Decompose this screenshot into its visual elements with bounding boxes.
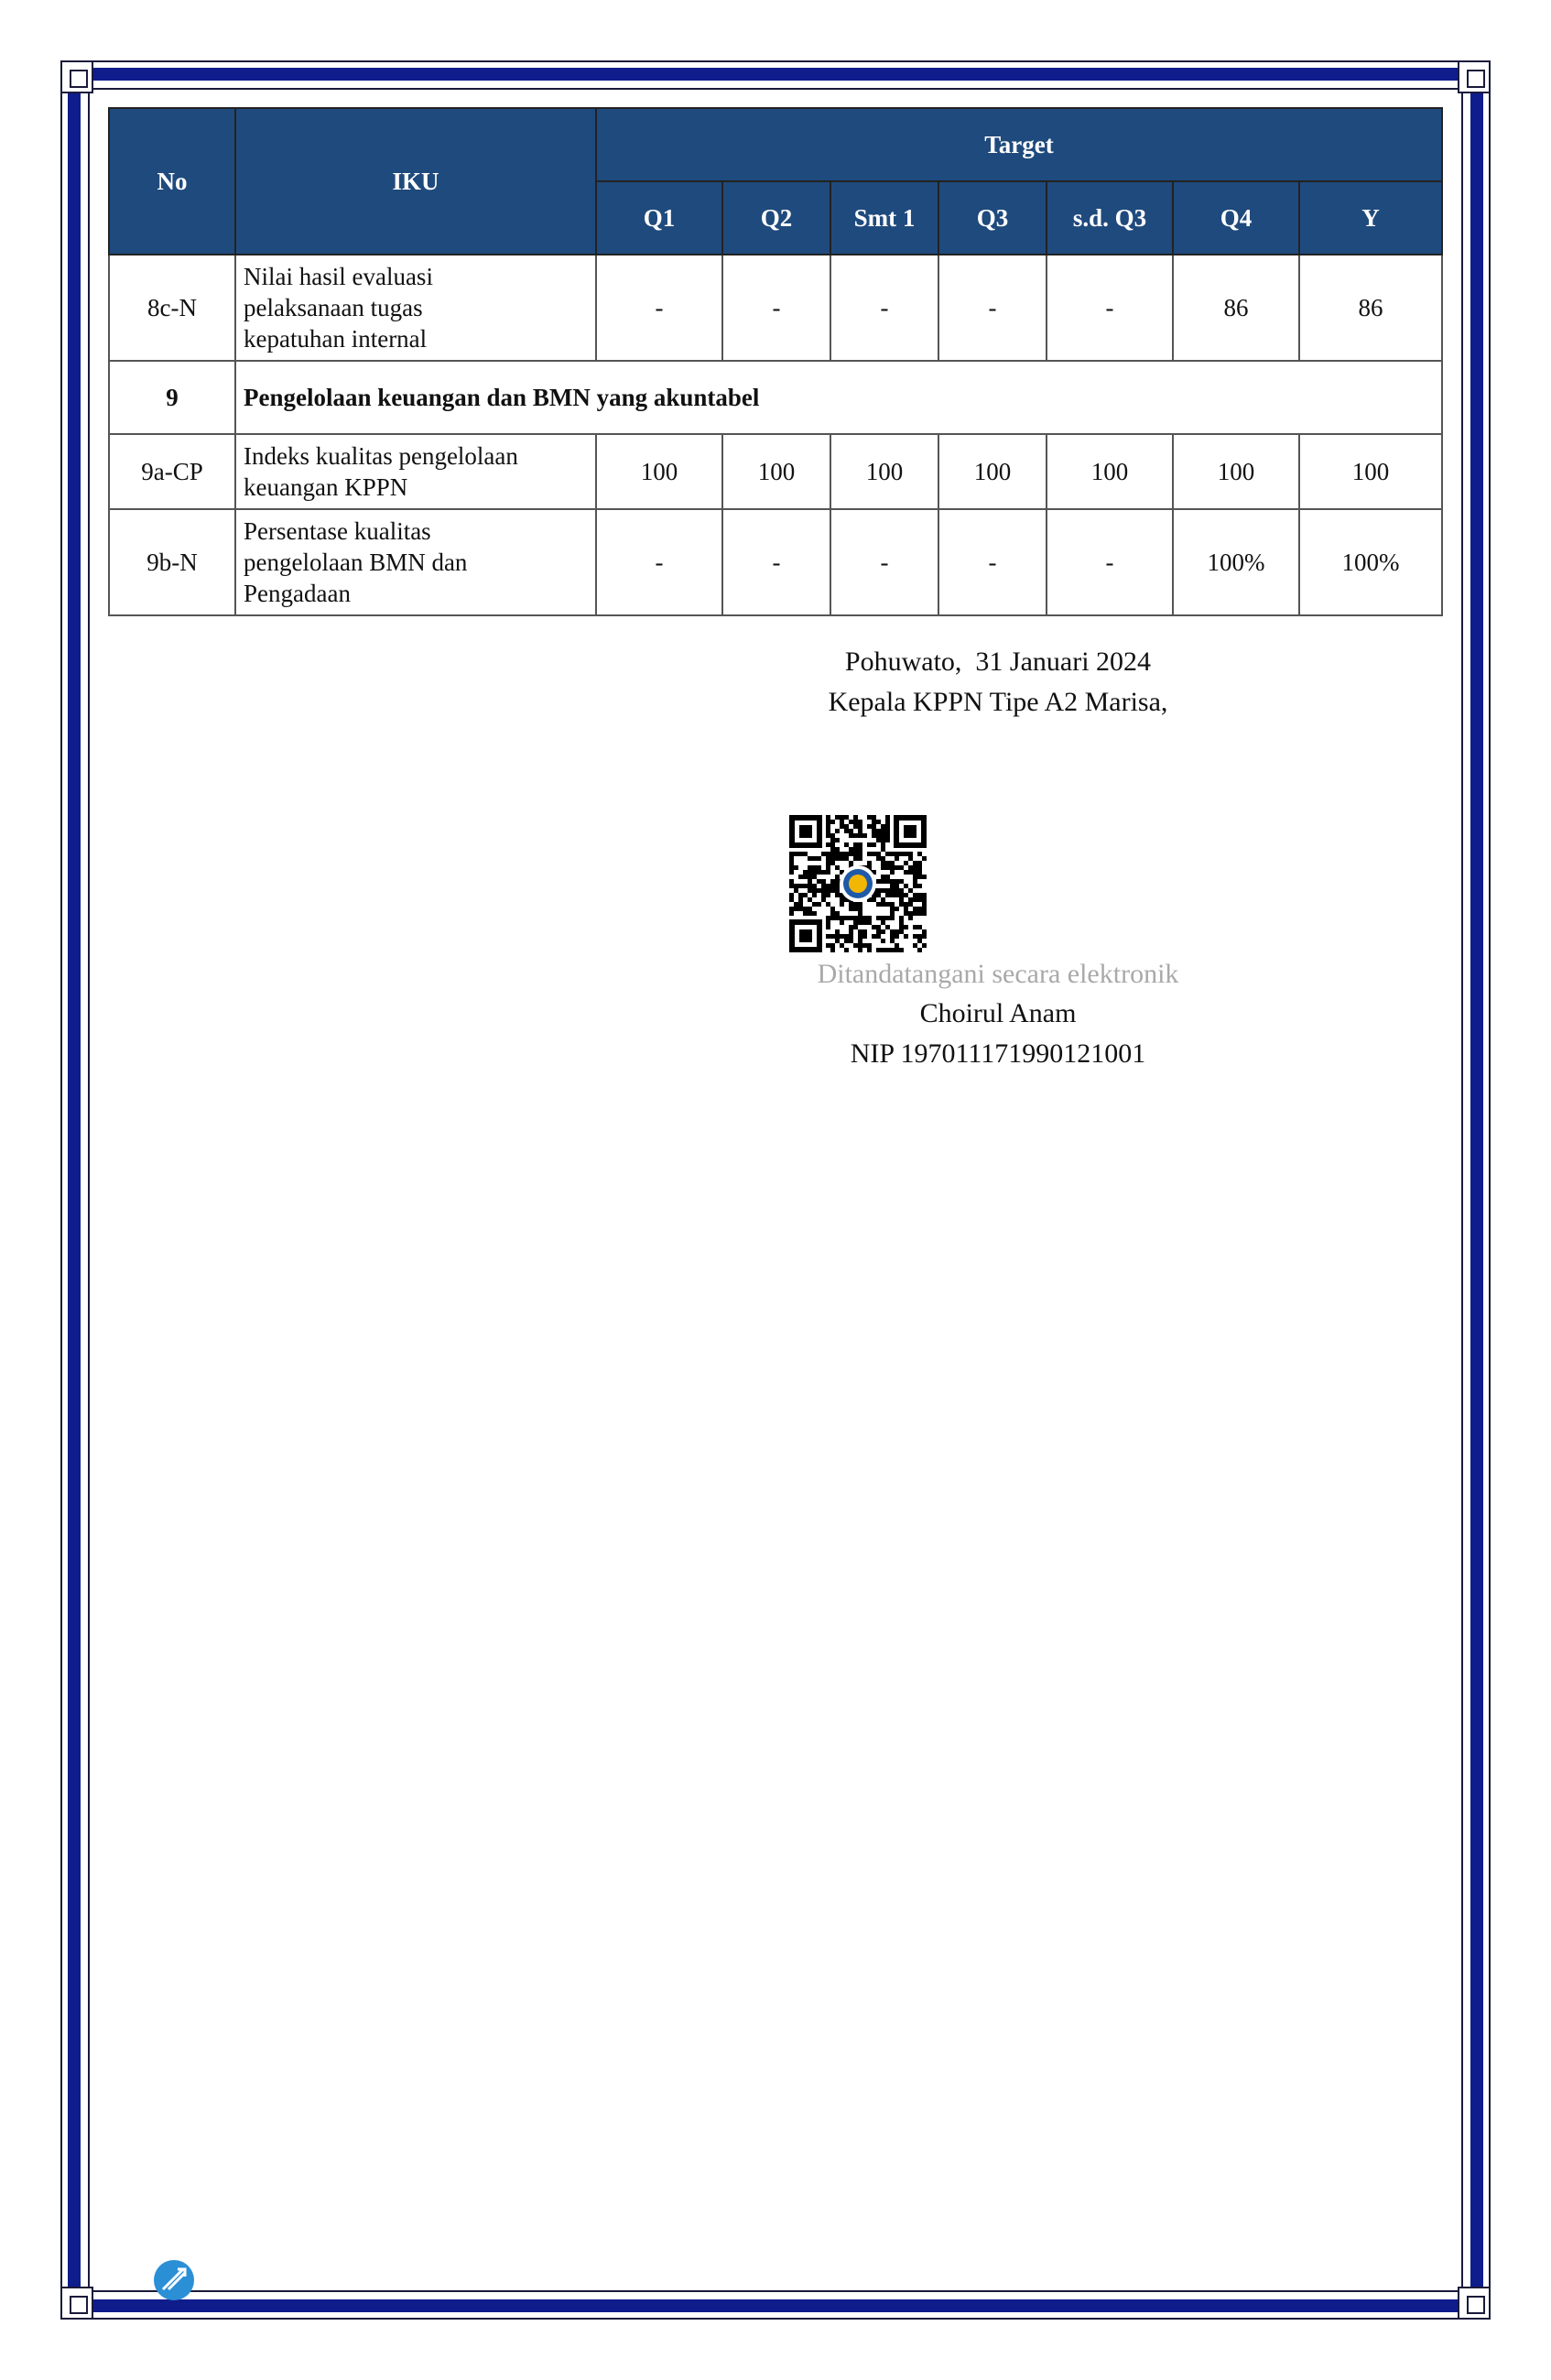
cell-q4: 86 xyxy=(1173,255,1299,361)
header-smt1: Smt 1 xyxy=(830,181,938,255)
cell-smt1: - xyxy=(830,255,938,361)
header-q1: Q1 xyxy=(596,181,722,255)
header-y: Y xyxy=(1299,181,1442,255)
row-no: 9b-N xyxy=(109,509,235,615)
row-no: 8c-N xyxy=(109,255,235,361)
iku-line: Nilai hasil evaluasi xyxy=(244,263,433,290)
signature-position: Kepala KPPN Tipe A2 Marisa, xyxy=(828,687,1168,717)
table-row xyxy=(109,509,1442,615)
corner-ornament-bottom-left xyxy=(60,2287,93,2320)
header-q3: Q3 xyxy=(938,181,1047,255)
cell-sd-q3: 100 xyxy=(1047,434,1173,509)
cell-q4: 100% xyxy=(1173,509,1299,615)
section-no: 9 xyxy=(109,361,235,434)
table-row xyxy=(109,434,1442,509)
header-sd-q3: s.d. Q3 xyxy=(1047,181,1173,255)
header-q2: Q2 xyxy=(722,181,830,255)
row-iku xyxy=(235,434,596,509)
iku-line: kepatuhan internal xyxy=(244,325,428,353)
section-title: Pengelolaan keuangan dan BMN yang akuntabel xyxy=(235,361,1442,434)
e-signature-note: Ditandatangani secara elektronik xyxy=(817,959,1179,989)
cell-y: 86 xyxy=(1299,255,1442,361)
corner-ornament-top-right xyxy=(1458,60,1491,93)
signer-name: Choirul Anam xyxy=(919,998,1077,1028)
cell-q4: 100 xyxy=(1173,434,1299,509)
qr-code-icon xyxy=(789,815,927,952)
cell-smt1: 100 xyxy=(830,434,938,509)
cell-sd-q3: - xyxy=(1047,509,1173,615)
cell-q3: - xyxy=(938,509,1047,615)
signature-place-date: Pohuwato, 31 Januari 2024 xyxy=(844,647,1152,677)
row-iku xyxy=(235,255,596,361)
iku-line: pelaksanaan tugas xyxy=(244,294,423,321)
iku-target-table xyxy=(108,107,1443,616)
corner-ornament-bottom-right xyxy=(1458,2287,1491,2320)
table-row xyxy=(109,255,1442,361)
iku-line: Persentase kualitas xyxy=(244,517,431,545)
kemenkeu-logo-icon xyxy=(152,2258,196,2302)
cell-y: 100 xyxy=(1299,434,1442,509)
header-q4: Q4 xyxy=(1173,181,1299,255)
iku-line: pengelolaan BMN dan xyxy=(244,549,468,576)
cell-sd-q3: - xyxy=(1047,255,1173,361)
iku-line: keuangan KPPN xyxy=(244,473,408,501)
cell-q3: 100 xyxy=(938,434,1047,509)
cell-q3: - xyxy=(938,255,1047,361)
row-iku xyxy=(235,509,596,615)
header-target: Target xyxy=(596,108,1442,181)
iku-line: Pengadaan xyxy=(244,580,351,607)
cell-q2: - xyxy=(722,509,830,615)
section-row xyxy=(109,361,1442,434)
iku-line: Indeks kualitas pengelolaan xyxy=(244,442,518,470)
cell-q1: - xyxy=(596,509,722,615)
cell-y: 100% xyxy=(1299,509,1442,615)
cell-q1: 100 xyxy=(596,434,722,509)
corner-ornament-top-left xyxy=(60,60,93,93)
signer-nip: NIP 197011171990121001 xyxy=(850,1038,1146,1069)
cell-q2: 100 xyxy=(722,434,830,509)
header-iku: IKU xyxy=(235,108,596,255)
cell-q1: - xyxy=(596,255,722,361)
row-no: 9a-CP xyxy=(109,434,235,509)
cell-smt1: - xyxy=(830,509,938,615)
cell-q2: - xyxy=(722,255,830,361)
header-no: No xyxy=(109,108,235,255)
